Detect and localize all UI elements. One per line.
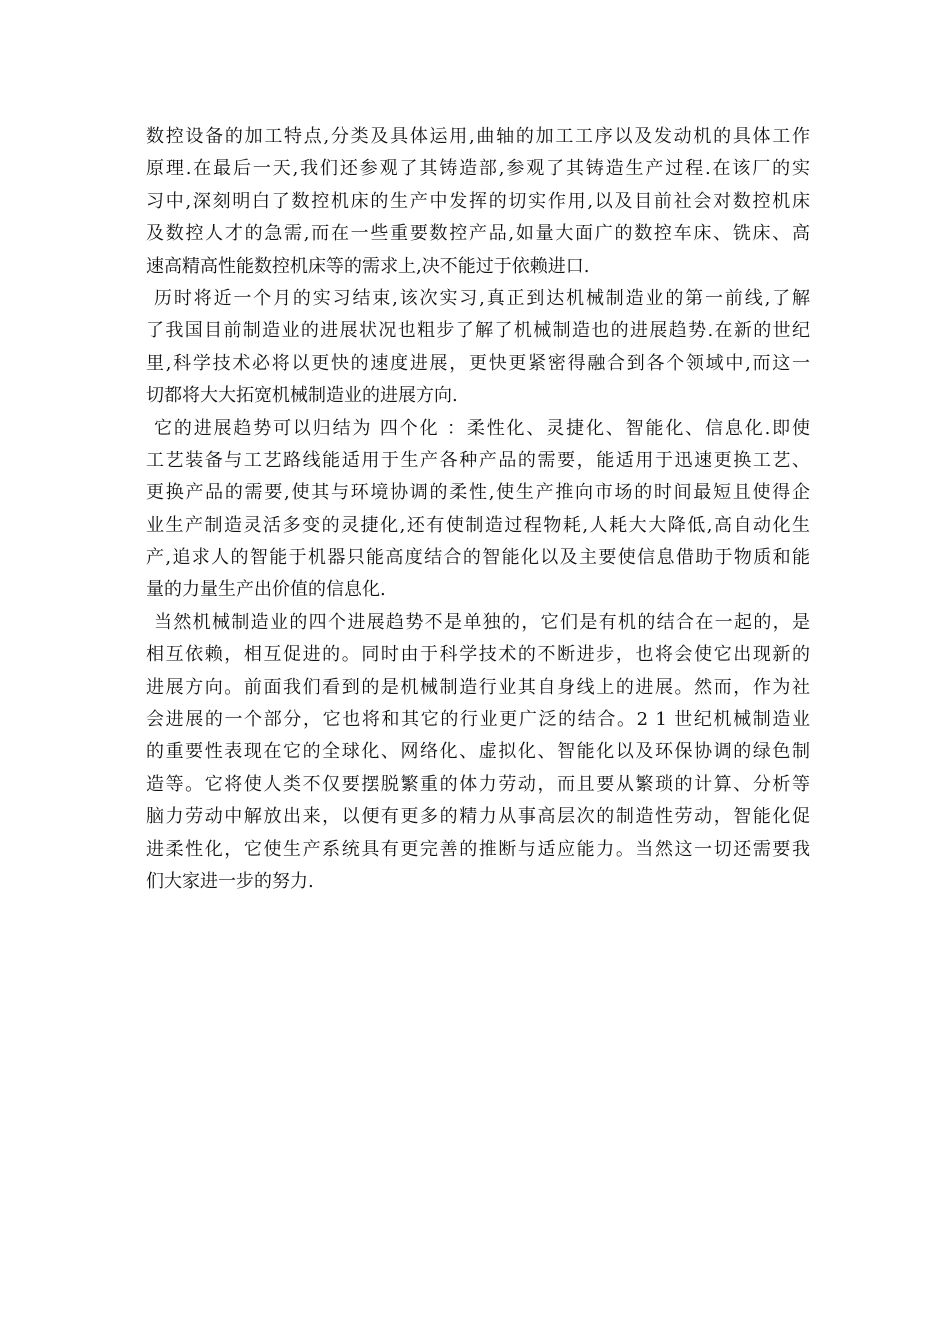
text-line: 进展方向。前面我们看到的是机械制造行业其自身线上的进展。然而，作为社 — [146, 676, 810, 698]
text-line: 进柔性化，它使生产系统具有更完善的推断与适应能力。当然这一切还需要我 — [146, 838, 810, 860]
text-line: 会进展的一个部分，它也将和其它的行业更广泛的结合。2 1 世纪机械制造业 — [146, 709, 810, 731]
text-line: 的重要性表现在它的全球化、网络化、虚拟化、智能化以及环保协调的绿色制 — [146, 741, 810, 763]
text-line: 脑力劳动中解放出来，以便有更多的精力从事高层次的制造性劳动，智能化促 — [146, 806, 810, 828]
text-line: 数控设备的加工特点,分类及具体运用,曲轴的加工工序以及发动机的具体工作 — [146, 126, 810, 147]
paragraph-2 — [146, 283, 810, 413]
text-line: 它的进展趋势可以归结为 四个化 ：柔性化、灵捷化、智能化、信息化.即使 — [154, 417, 810, 439]
text-line: 习中,深刻明白了数控机床的生产中发挥的切实作用,以及目前社会对数控机床 — [146, 190, 810, 212]
text-line: 工艺装备与工艺路线能适用于生产各种产品的需要，能适用于迅速更换工艺、 — [146, 449, 810, 471]
text-line: 了我国目前制造业的进展状况也粗步了解了机械制造也的进展趋势.在新的世纪 — [146, 320, 810, 342]
text-line: 原理.在最后一天,我们还参观了其铸造部,参观了其铸造生产过程.在该厂的实 — [146, 158, 810, 180]
text-line: 历时将近一个月的实习结束,该次实习,真正到达机械制造业的第一前线,了解 — [154, 287, 810, 309]
text-line: 产,追求人的智能于机器只能高度结合的智能化以及主要使信息借助于物质和能 — [146, 547, 810, 569]
text-line: 切都将大大拓宽机械制造业的进展方向. — [146, 385, 458, 407]
text-line: 当然机械制造业的四个进展趋势不是单独的，它们是有机的结合在一起的，是 — [154, 611, 810, 633]
text-line: 量的力量生产出价值的信息化. — [146, 579, 386, 601]
text-line: 里,科学技术必将以更快的速度进展，更快更紧密得融合到各个领域中,而这一 — [146, 352, 810, 374]
text-line: 速高精高性能数控机床等的需求上,决不能过于依赖进口. — [146, 255, 590, 277]
text-line: 更换产品的需要,使其与环境协调的柔性,使生产推向市场的时间最短且使得企 — [146, 482, 810, 504]
body-text — [146, 121, 810, 898]
text-line: 及数控人才的急需,而在一些重要数控产品,如量大面广的数控车床、铣床、高 — [146, 223, 810, 245]
text-line: 们大家进一步的努力. — [146, 870, 314, 892]
paragraph-1 — [146, 121, 810, 283]
paragraph-4 — [146, 607, 810, 899]
text-line: 业生产制造灵活多变的灵捷化,还有使制造过程物耗,人耗大大降低,高自动化生 — [146, 514, 810, 536]
text-line: 造等。它将使人类不仅要摆脱繁重的体力劳动，而且要从繁琐的计算、分析等 — [146, 773, 810, 795]
text-line: 相互依赖，相互促进的。同时由于科学技术的不断进步，也将会使它出现新的 — [146, 644, 810, 666]
paragraph-3 — [146, 413, 810, 607]
